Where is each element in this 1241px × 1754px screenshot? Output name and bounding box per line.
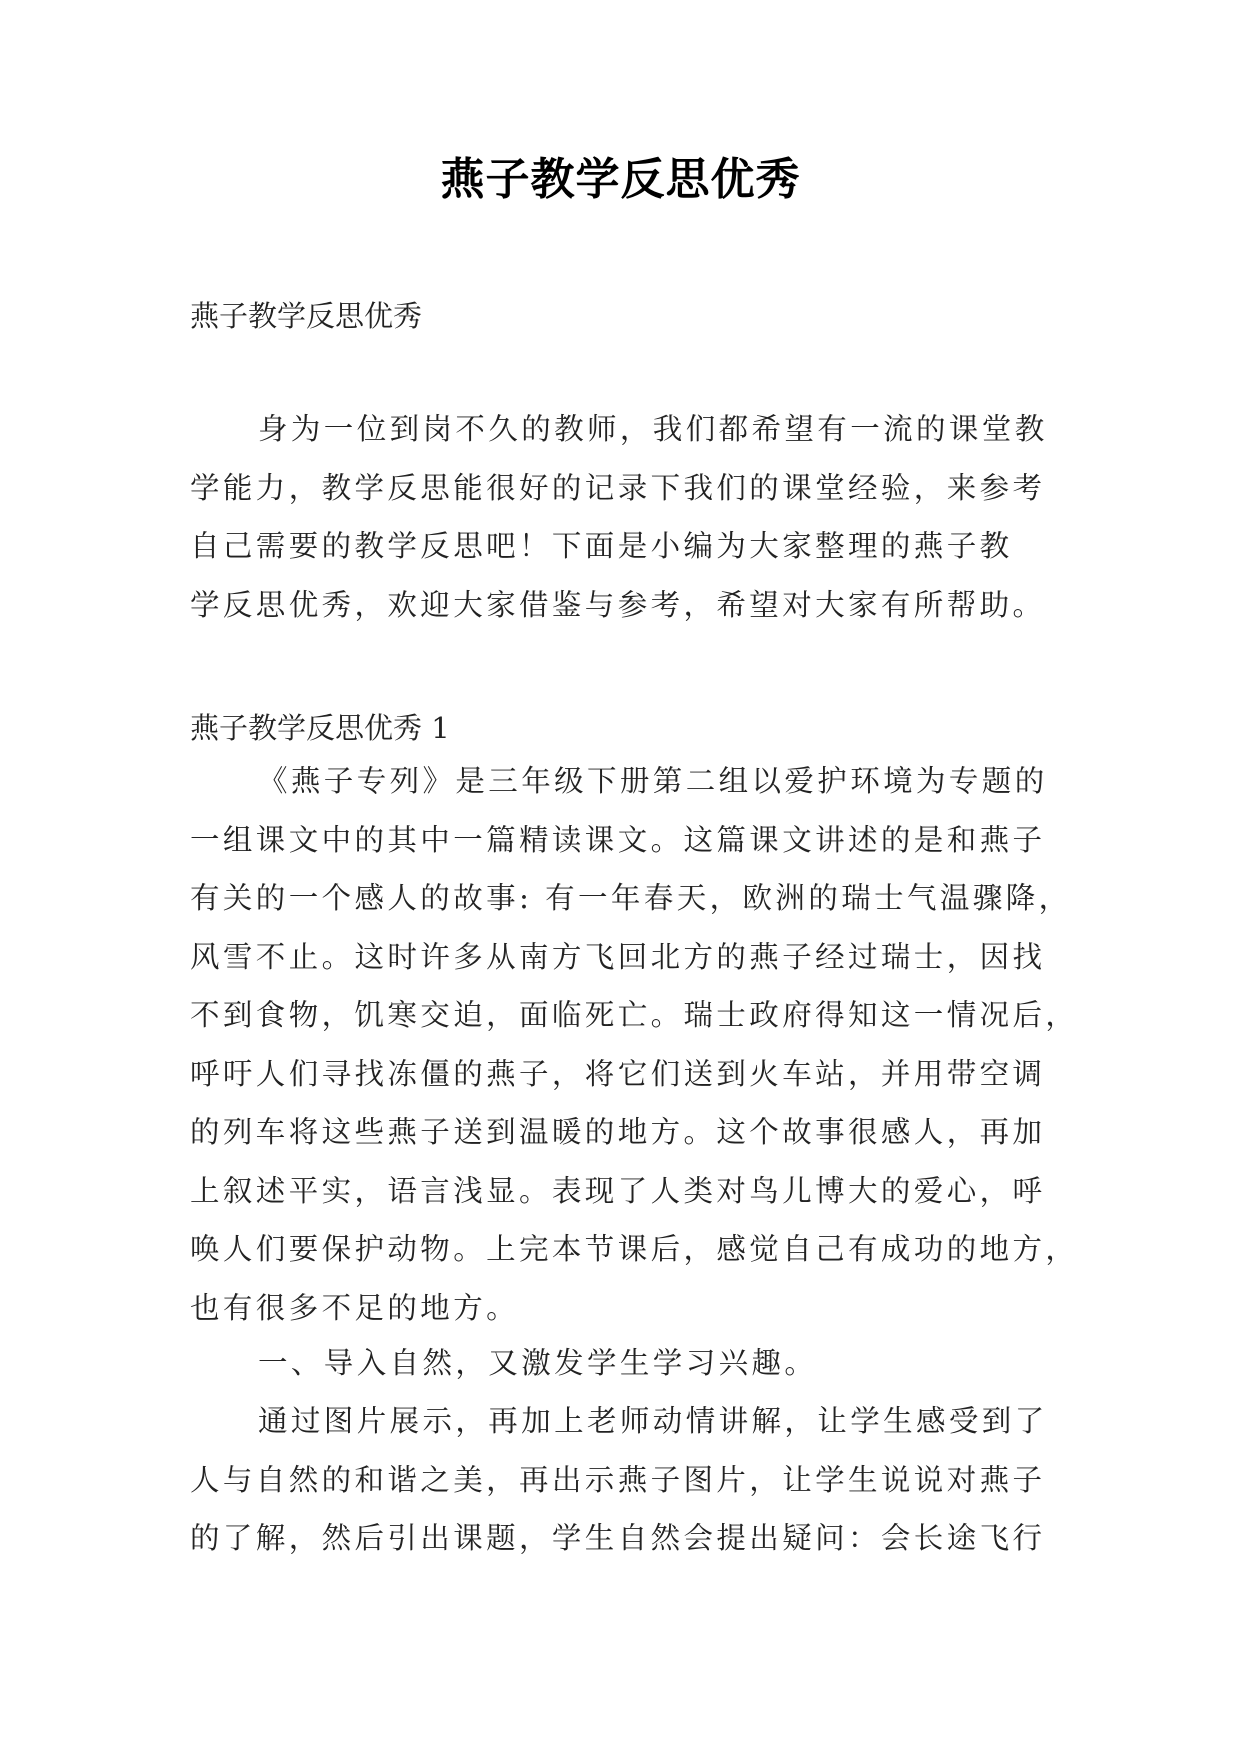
intro-line: 学能力，教学反思能很好的记录下我们的课堂经验，来参考 xyxy=(190,470,1046,505)
point-paragraph xyxy=(190,1392,1050,1568)
intro-line: 身为一位到岗不久的教师，我们都希望有一流的课堂教 xyxy=(258,412,1048,446)
paragraph-line: 的列车将这些燕子送到温暖的地方。这个故事很感人，再加 xyxy=(190,1115,1046,1149)
intro-line: 自己需要的教学反思吧！下面是小编为大家整理的燕子教 xyxy=(190,529,1013,563)
point-heading xyxy=(190,1334,1050,1393)
paragraph-line: 《燕子专列》是三年级下册第二组以爱护环境为专题的 xyxy=(258,764,1048,798)
paragraph-line: 不到食物，饥寒交迫，面临死亡。瑞士政府得知这一情况后， xyxy=(190,998,1079,1032)
paragraph-line: 也有很多不足的地方。 xyxy=(190,1290,520,1325)
paragraph-line: 上叙述平实，语言浅显。表现了人类对鸟儿博大的爱心，呼 xyxy=(190,1173,1046,1208)
paragraph-line: 通过图片展示，再加上老师动情讲解，让学生感受到了 xyxy=(258,1404,1048,1438)
paragraph-line: 有关的一个感人的故事: 有一年春天，欧洲的瑞士气温骤降， xyxy=(190,881,1072,915)
paragraph-line: 唤人们要保护动物。上完本节课后，感觉自己有成功的地方， xyxy=(190,1232,1079,1266)
section-heading: 燕子教学反思优秀 1 xyxy=(190,711,450,745)
document-title: 燕子教学反思优秀 xyxy=(440,154,801,205)
paragraph-line: 的了解，然后引出课题，学生自然会提出疑问：会长途飞行 xyxy=(190,1521,1046,1555)
intro-line: 学反思优秀，欢迎大家借鉴与参考，希望对大家有所帮助。 xyxy=(190,587,1046,622)
document-subtitle: 燕子教学反思优秀 xyxy=(190,299,423,333)
section-paragraph xyxy=(190,752,1079,1337)
paragraph-line: 风雪不止。这时许多从南方飞回北方的燕子经过瑞士，因找 xyxy=(190,939,1046,974)
paragraph-line: 人与自然的和谐之美，再出示燕子图片，让学生说说对燕子 xyxy=(190,1462,1046,1497)
intro-paragraph xyxy=(190,400,1050,634)
paragraph-line: 呼吁人们寻找冻僵的燕子，将它们送到火车站，并用带空调 xyxy=(190,1056,1046,1091)
paragraph-line: 一组课文中的其中一篇精读课文。这篇课文讲述的是和燕子 xyxy=(190,822,1046,857)
point-heading-text: 一、导入自然，又激发学生学习兴趣。 xyxy=(258,1346,818,1380)
